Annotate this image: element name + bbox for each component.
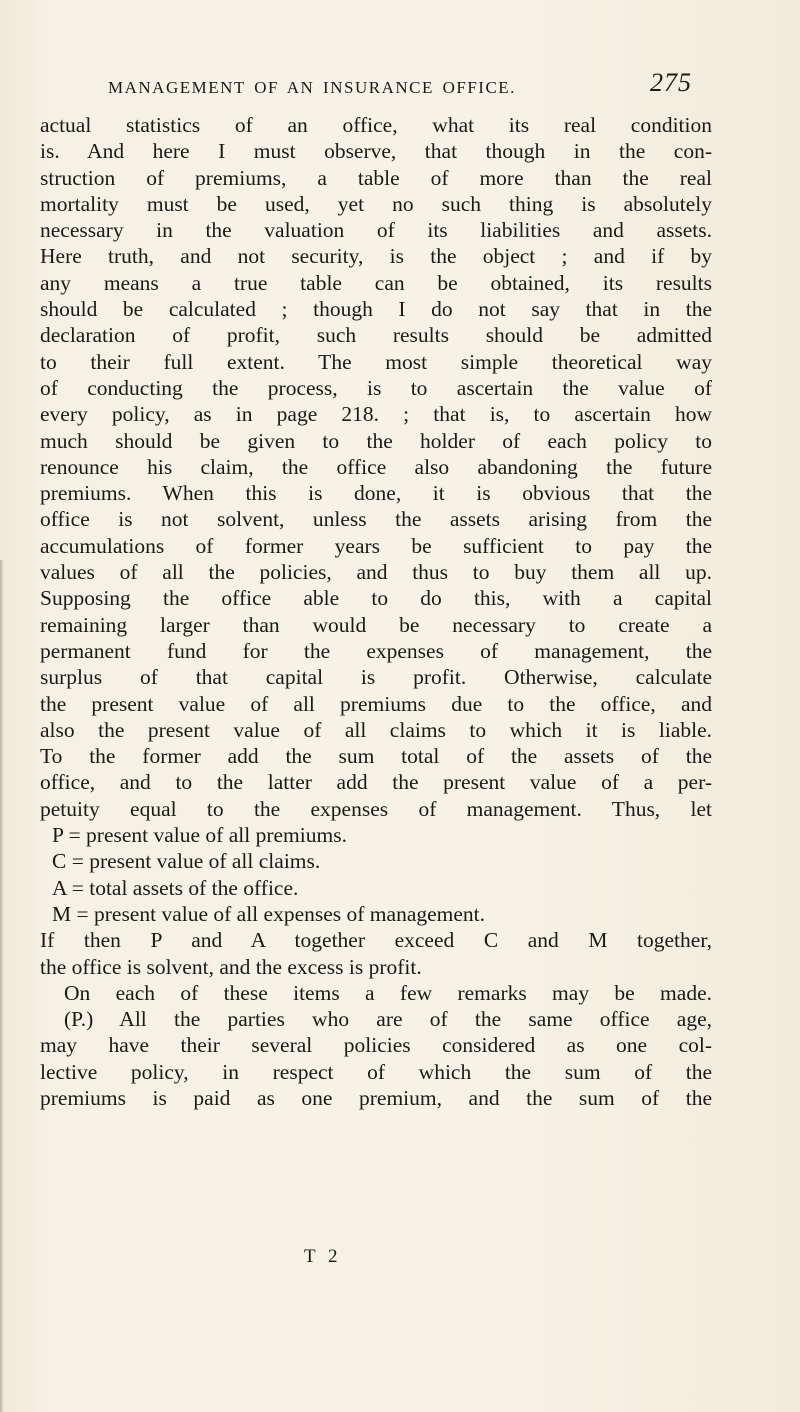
- text-line: renounce his claim, the office also abandoning the future: [40, 454, 712, 479]
- text-line: may have their several policies considered as one col-: [40, 1033, 712, 1058]
- text-line: surplus of that capital is profit. Otherwise, calculate: [40, 665, 712, 690]
- text-line: values of all the policies, and thus to buy them all up.: [40, 560, 712, 585]
- text-line: office, and to the latter add the present value of a per-: [40, 770, 712, 795]
- text-line: If then P and A together exceed C and M together,: [40, 928, 712, 953]
- text-line: actual statistics of an office, what its real condition: [40, 113, 712, 137]
- text-line: necessary in the valuation of its liabilities and assets.: [40, 218, 712, 243]
- paragraph-start: (P.) All the parties who are of the same office age,: [64, 1007, 712, 1032]
- text-line: struction of premiums, a table of more than the real: [40, 165, 712, 190]
- text-line: also the present value of all claims to which it is liable.: [40, 717, 712, 742]
- text-line: mortality must be used, yet no such thing is absolutely: [40, 191, 712, 216]
- definition-m: M = present value of all expenses of management.: [52, 901, 486, 926]
- text-line: remaining larger than would be necessary to create a: [40, 612, 712, 637]
- definition-p: P = present value of all premiums.: [52, 823, 347, 848]
- text-line: is. And here I must observe, that though in the con-: [40, 139, 712, 164]
- definition-c: C = present value of all claims.: [52, 849, 321, 874]
- text-line: every policy, as in page 218. ; that is, to ascertain how: [40, 402, 712, 427]
- text-line: To the former add the sum total of the assets of the: [40, 744, 712, 769]
- text-line: petuity equal to the expenses of management. Thus, let: [40, 796, 712, 821]
- paragraph-start: On each of these items a few remarks may be made.: [64, 980, 712, 1005]
- text-line: any means a true table can be obtained, its results: [40, 270, 712, 295]
- text-line: much should be given to the holder of each policy to: [40, 428, 712, 453]
- text-line: Here truth, and not security, is the object ; and if by: [40, 244, 712, 269]
- text-line: declaration of profit, such results should be admitted: [40, 323, 712, 348]
- page-number: 275: [650, 68, 692, 97]
- text-line: permanent fund for the expenses of management, the: [40, 638, 712, 663]
- running-head: MANAGEMENT OF AN INSURANCE OFFICE.: [108, 78, 516, 97]
- text-line: Supposing the office able to do this, with a capital: [40, 586, 712, 611]
- text-line: the present value of all premiums due to the office, and: [40, 691, 712, 716]
- text-line: premiums is paid as one premium, and the sum of the: [40, 1085, 712, 1110]
- signature-mark: T 2: [304, 1246, 342, 1267]
- text-line: premiums. When this is done, it is obvious that the: [40, 481, 712, 506]
- text-line: accumulations of former years be sufficient to pay the: [40, 533, 712, 558]
- gutter-shadow: [0, 560, 4, 1412]
- text-line: lective policy, in respect of which the sum of the: [40, 1059, 712, 1084]
- body-text: [40, 112, 712, 1111]
- text-line: office is not solvent, unless the assets arising from the: [40, 507, 712, 532]
- text-line: of conducting the process, is to ascertain the value of: [40, 375, 712, 400]
- text-line: the office is solvent, and the excess is profit.: [40, 954, 422, 979]
- text-line: should be calculated ; though I do not say that in the: [40, 297, 712, 322]
- definition-a: A = total assets of the office.: [52, 875, 299, 900]
- text-line: to their full extent. The most simple theoretical way: [40, 349, 712, 374]
